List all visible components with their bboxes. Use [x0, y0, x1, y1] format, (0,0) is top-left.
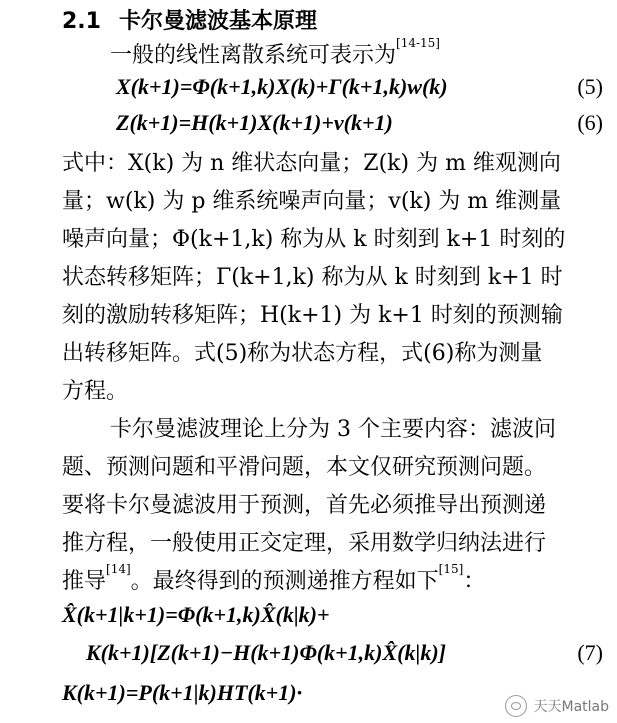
equation-7-number: (7) — [577, 640, 603, 665]
paragraph2-line5-text-3: ： — [463, 569, 486, 594]
paragraph2-line5-text-2: 。最终得到的预测递推方程如下 — [130, 569, 439, 594]
paragraph1-line-7: 方程。 — [62, 379, 129, 404]
paragraph2-line-1: 卡尔曼滤波理论上分为 3 个主要内容：滤波问 — [110, 417, 556, 442]
paragraph1-line-2: 量；w(k) 为 p 维系统噪声向量；v(k) 为 m 维测量 — [62, 189, 562, 214]
paragraph2-line5-text-1: 推导 — [62, 569, 107, 594]
wechat-icon — [505, 695, 527, 717]
equation-8-partial: K(k+1)=P(k+1|k)HT(k+1)· — [62, 680, 303, 705]
equation-7-line-2: K(k+1)[Z(k+1)−H(k+1)Φ(k+1,k)X̂(k|k)] — [86, 640, 446, 665]
citation-14: [14] — [106, 562, 131, 576]
paragraph2-line-2: 题、预测问题和平滑问题，本文仅研究预测问题。 — [62, 455, 547, 480]
paragraph1-line-4: 状态转移矩阵；Γ(k+1,k) 称为从 k 时刻到 k+1 时 — [62, 265, 563, 290]
watermark — [505, 695, 609, 717]
paragraph2-line-4: 推方程，一般使用正交定理，采用数学归纳法进行 — [62, 531, 547, 556]
section-heading — [62, 4, 317, 35]
intro-line — [110, 38, 440, 69]
equation-5-number: (5) — [577, 74, 603, 99]
section-number: 2.1 — [62, 9, 101, 34]
section-title: 卡尔曼滤波基本原理 — [118, 9, 317, 34]
paragraph1-line-5: 刻的激励转移矩阵；H(k+1) 为 k+1 时刻的预测输 — [62, 303, 563, 328]
paragraph2-line-5 — [62, 564, 485, 595]
equation-7-line-1: X̂(k+1|k+1)=Φ(k+1,k)X̂(k|k)+ — [62, 602, 330, 627]
paragraph1-line-3: 噪声向量；Φ(k+1,k) 称为从 k 时刻到 k+1 时刻的 — [62, 227, 566, 252]
paragraph1-line-1: 式中：X(k) 为 n 维状态向量；Z(k) 为 m 维观测向 — [62, 151, 561, 176]
watermark-text: 天天Matlab — [533, 699, 609, 715]
paragraph2-line-3: 要将卡尔曼滤波用于预测，首先必须推导出预测递 — [62, 493, 547, 518]
equation-6: Z(k+1)=H(k+1)X(k+1)+v(k+1) — [116, 110, 393, 135]
intro-citation: [14-15] — [396, 36, 440, 50]
equation-6-number: (6) — [577, 110, 603, 135]
equation-5: X(k+1)=Φ(k+1,k)X(k)+Γ(k+1,k)w(k) — [116, 74, 448, 99]
paragraph1-line-6: 出转移矩阵。式(5)称为状态方程，式(6)称为测量 — [62, 341, 543, 366]
citation-15: [15] — [438, 562, 464, 576]
intro-text: 一般的线性离散系统可表示为 — [110, 43, 397, 68]
